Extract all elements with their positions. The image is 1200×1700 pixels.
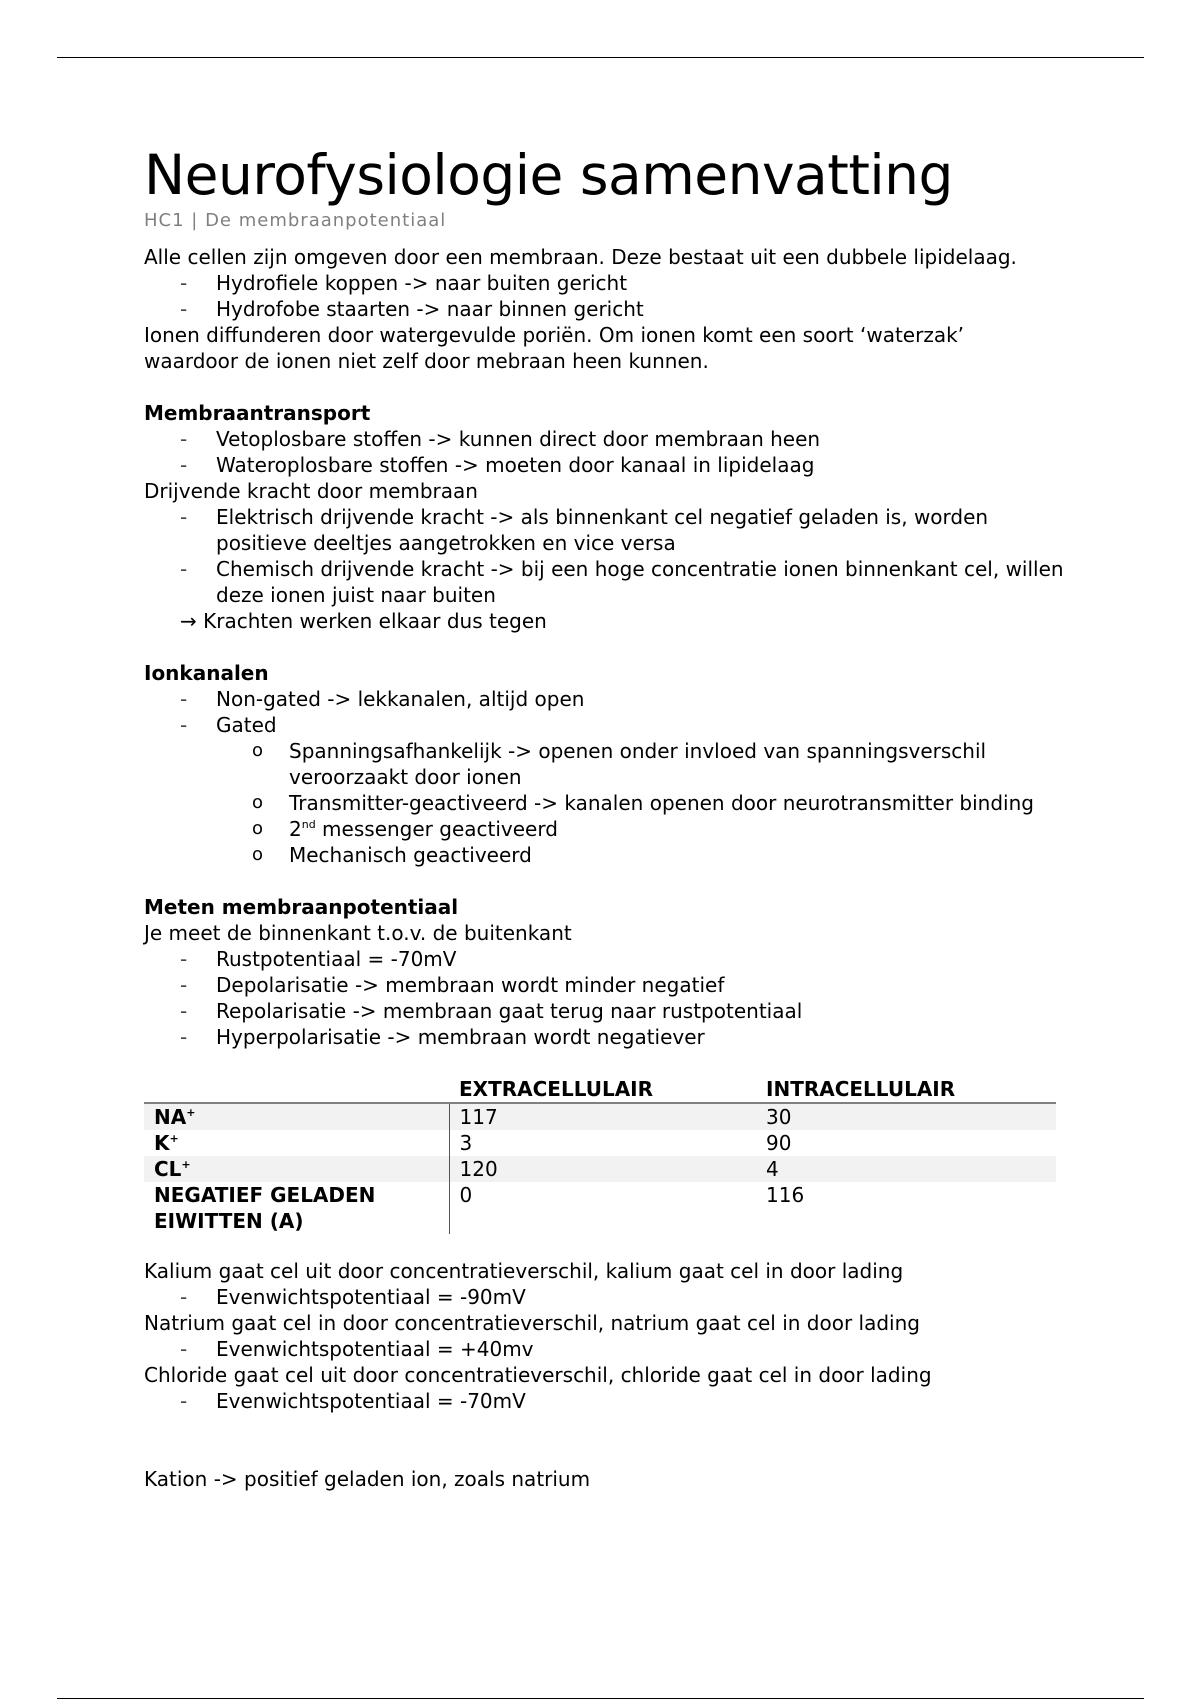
ion-charge: + (181, 1158, 191, 1171)
header-rule (57, 57, 1144, 58)
table-cell: 4 (756, 1156, 1056, 1182)
list-item: - Hydrofiele koppen -> naar buiten gericht (144, 270, 1064, 296)
list-item: - Repolarisatie -> membraan gaat terug naar rustpotentiaal (144, 998, 1064, 1024)
ordinal-suffix: nd (301, 818, 316, 831)
sublist-item-text: messenger geactiveerd (315, 817, 558, 841)
kation-definition: Kation -> positief geladen ion, zoals natrium (144, 1467, 591, 1491)
ionkanalen-list (144, 686, 1064, 738)
list-item: - Chemisch drijvende kracht -> bij een hoge concentratie ionen binnenkant cel, willen deze ionen juist naar buiten (144, 556, 1064, 608)
row-header-cell (144, 1130, 449, 1156)
sublist-item: o Transmitter-geactiveerd -> kanalen openen door neurotransmitter binding (144, 790, 1064, 816)
sublist-item: o Mechanisch geactiveerd (144, 842, 1064, 868)
page-subtitle: HC1 | De membraanpotentiaal (144, 210, 447, 231)
ordinal-number: 2 (289, 817, 302, 841)
equilibrium-section (144, 1258, 1064, 1414)
list-item: - Evenwichtspotentiaal = -90mV (144, 1284, 1064, 1310)
table-cell: 116 (766, 1183, 805, 1207)
equilibrium-list (144, 1388, 1064, 1414)
conclusion-line: → Krachten werken elkaar dus tegen (180, 609, 547, 633)
equilibrium-list (144, 1284, 1064, 1310)
list-item: - Evenwichtspotentiaal = +40mv (144, 1336, 1064, 1362)
row-header-cell (144, 1103, 449, 1130)
footer-rule (57, 1698, 1144, 1699)
table-row (144, 1156, 1056, 1182)
table-cell: 117 (449, 1103, 756, 1130)
table-cell: 0 (459, 1183, 473, 1207)
ion-charge: + (186, 1106, 196, 1119)
list-item: - Elektrisch drijvende kracht -> als binnenkant cel negatief geladen is, worden positieve deeltjes aangetrokken en vice versa (144, 504, 1064, 556)
document-page (144, 140, 1064, 1492)
ion-label: NA (154, 1105, 187, 1129)
ion-concentration-table (144, 1076, 1056, 1234)
table-cell: 120 (449, 1156, 756, 1182)
ion-label: CL (154, 1157, 182, 1181)
table-row (144, 1103, 1056, 1130)
list-item: - Gated (144, 712, 1064, 738)
sublist-item: o Spanningsafhankelijk -> openen onder invloed van spanningsverschil veroorzaakt door ionen (144, 738, 1064, 790)
ion-charge: + (169, 1132, 179, 1145)
list-item: - Evenwichtspotentiaal = -70mV (144, 1388, 1064, 1414)
ion-label: NEGATIEF GELADEN EIWITTEN (A) (154, 1183, 376, 1233)
equilibrium-text: Chloride gaat cel uit door concentratieverschil, chloride gaat cel in door lading (144, 1363, 932, 1387)
ion-label: K (154, 1131, 170, 1155)
list-item: - Hydrofobe staarten -> naar binnen gericht (144, 296, 1064, 322)
table-header-cell (144, 1076, 449, 1103)
intro-list (144, 270, 1064, 322)
list-item: - Vetoplosbare stoffen -> kunnen direct door membraan heen (144, 426, 1064, 452)
section-heading: Ionkanalen (144, 661, 269, 685)
list-item: - Hyperpolarisatie -> membraan wordt negatiever (144, 1024, 1064, 1050)
list-item: - Non-gated -> lekkanalen, altijd open (144, 686, 1064, 712)
intro-text: Alle cellen zijn omgeven door een membraan. Deze bestaat uit een dubbele lipidelaag. (144, 245, 1017, 269)
section-heading: Meten membraanpotentiaal (144, 895, 459, 919)
table-row (144, 1130, 1056, 1156)
list-item: - Wateroplosbare stoffen -> moeten door kanaal in lipidelaag (144, 452, 1064, 478)
transport-list (144, 426, 1064, 478)
table-cell: 90 (766, 1131, 792, 1155)
list-item: - Rustpotentiaal = -70mV (144, 946, 1064, 972)
intro-text-2: Ionen diffunderen door watergevulde poriën. Om ionen komt een soort ‘waterzak’ waardoor de ionen niet zelf door mebraan heen kunnen. (144, 323, 965, 373)
gated-sublist (144, 738, 1064, 868)
table-header-cell: EXTRACELLULAIR (459, 1077, 654, 1101)
equilibrium-list (144, 1336, 1064, 1362)
section-heading: Membraantransport (144, 401, 371, 425)
driving-force-subheading: Drijvende kracht door membraan (144, 479, 478, 503)
page-title: Neurofysiologie samenvatting (144, 143, 953, 207)
table-cell: 3 (459, 1131, 473, 1155)
meten-section (144, 894, 1064, 1050)
sublist-item (144, 816, 1064, 842)
table-header-cell: INTRACELLULAIR (766, 1077, 956, 1101)
list-item: - Depolarisatie -> membraan wordt minder negatief (144, 972, 1064, 998)
equilibrium-text: Natrium gaat cel in door concentratieverschil, natrium gaat cel in door lading (144, 1311, 920, 1335)
ionkanalen-section (144, 660, 1064, 868)
table-row (144, 1182, 1056, 1234)
driving-force-list (144, 504, 1064, 608)
table-header-row (144, 1076, 1056, 1103)
table-cell: 30 (756, 1103, 1056, 1130)
membraantransport-section (144, 400, 1064, 634)
row-header-cell (144, 1182, 449, 1234)
meten-list (144, 946, 1064, 1050)
meten-text: Je meet de binnenkant t.o.v. de buitenkant (144, 921, 572, 945)
row-header-cell (144, 1156, 449, 1182)
intro-section (144, 244, 1064, 374)
equilibrium-text: Kalium gaat cel uit door concentratieverschil, kalium gaat cel in door lading (144, 1259, 904, 1283)
